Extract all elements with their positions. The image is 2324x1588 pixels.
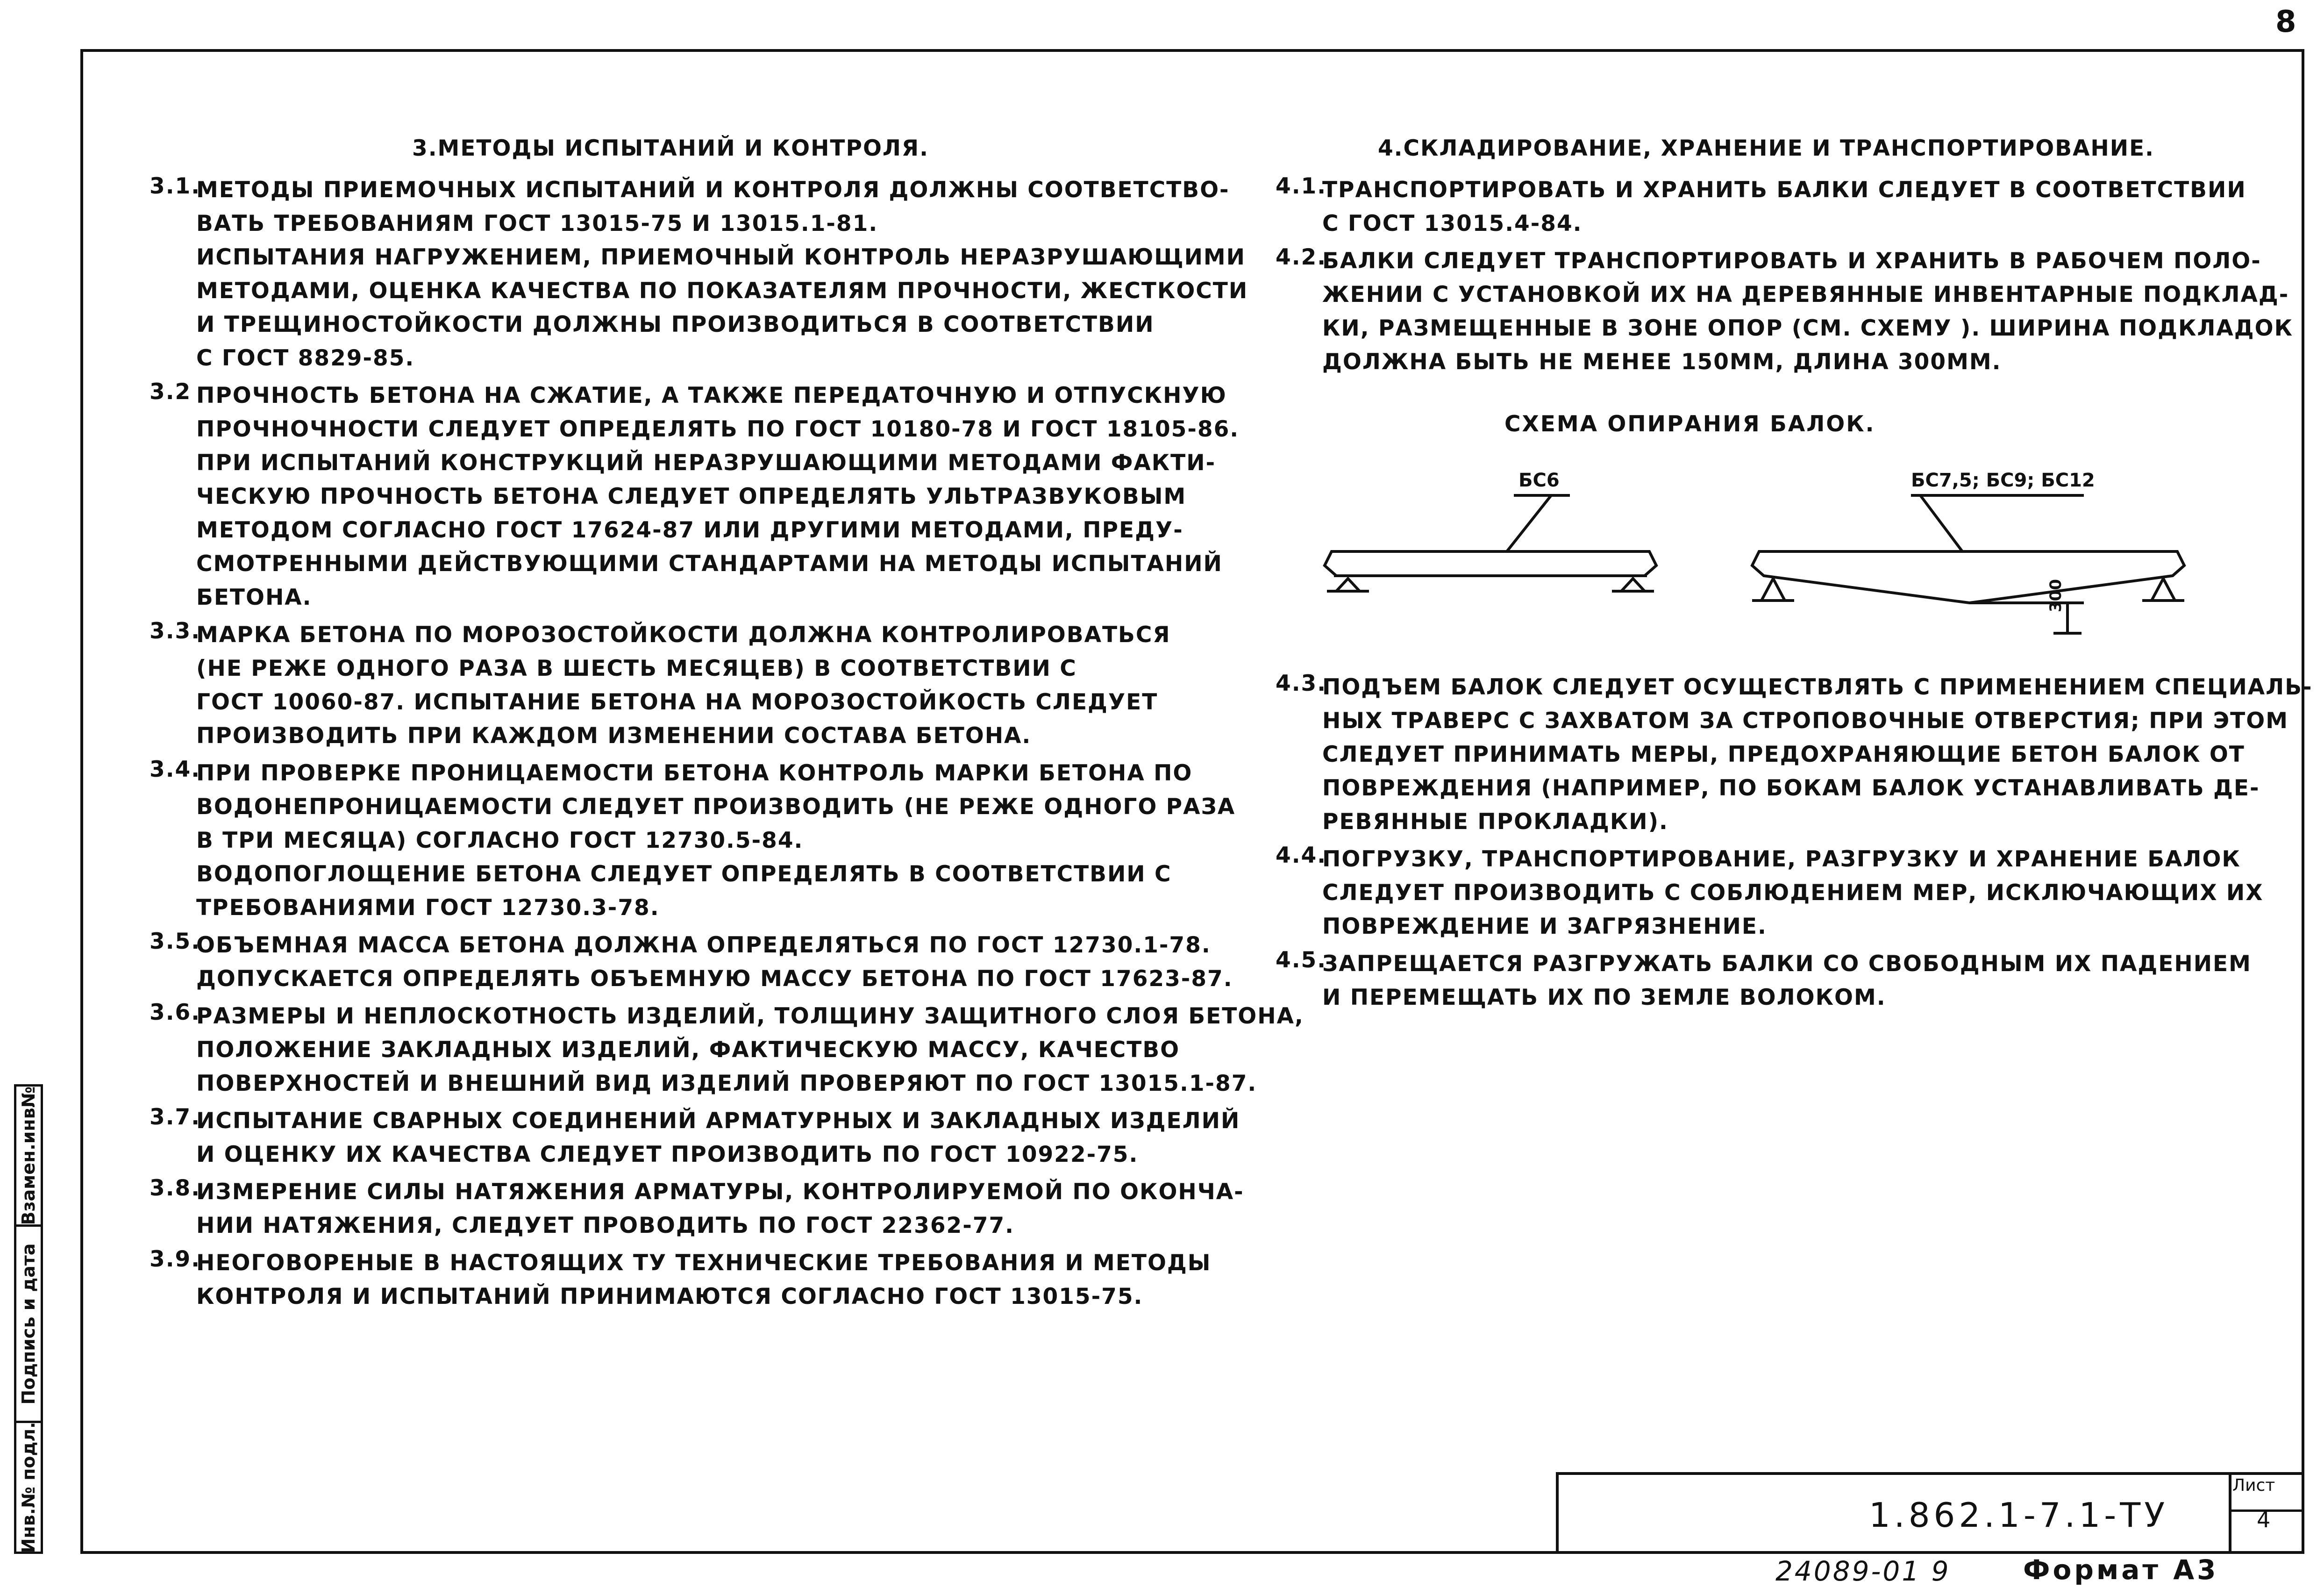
- clause-text: [196, 1000, 1304, 1101]
- clause-number: 4.5.: [1276, 947, 1327, 973]
- clause-number: 3.3.: [150, 618, 201, 644]
- side-stamp-replacement: [16, 1087, 41, 1227]
- clause-line: ПОДЪЕМ БАЛОК СЛЕДУЕТ ОСУЩЕСТВЛЯТЬ С ПРИМЕНЕНИЕМ СПЕЦИАЛЬ-: [1322, 674, 2313, 700]
- clause-line: ЖЕНИИ С УСТАНОВКОЙ ИХ НА ДЕРЕВЯННЫЕ ИНВЕНТАРНЫЕ ПОДКЛАД-: [1322, 282, 2289, 308]
- clause-line: ДОЛЖНА БЫТЬ НЕ МЕНЕЕ 150ММ, ДЛИНА 300ММ.: [1322, 349, 2002, 375]
- clause-text: [1322, 843, 2263, 944]
- side-stamp-inventory-label: Инв.№ подл.: [18, 1422, 39, 1553]
- clause-text: [1322, 947, 2257, 1015]
- section-4-lower: [1276, 671, 2313, 1018]
- clause-number: 4.2.: [1276, 244, 1327, 270]
- scheme-title: СХЕМА ОПИРАНИЯ БАЛОК.: [1504, 411, 1875, 437]
- clause-line: ПРОЧНОСТЬ БЕТОНА НА СЖАТИЕ, А ТАКЖЕ ПЕРЕДАТОЧНУЮ И ОТПУСКНУЮ: [196, 383, 1227, 408]
- clause: [150, 1104, 1240, 1172]
- clause: [150, 173, 1248, 375]
- clause-line: НИИ НАТЯЖЕНИЯ, СЛЕДУЕТ ПРОВОДИТЬ ПО ГОСТ 22362-77.: [196, 1213, 1015, 1238]
- clause: [150, 1175, 1244, 1243]
- clause-text: [1322, 244, 2293, 379]
- clause-line: ПРИ ИСПЫТАНИЙ КОНСТРУКЦИЙ НЕРАЗРУШАЮЩИМИ МЕТОДАМИ ФАКТИ-: [196, 450, 1216, 476]
- document-code: 1.862.1-7.1-ТУ: [1869, 1495, 2169, 1535]
- archive-code: 24089-01 9: [1775, 1555, 1951, 1587]
- clause-number: 3.6.: [150, 1000, 201, 1025]
- clause-line: ОБЪЕМНАЯ МАССА БЕТОНА ДОЛЖНА ОПРЕДЕЛЯТЬСЯ ПО ГОСТ 12730.1-78.: [196, 932, 1211, 958]
- sheet-number: 4: [2257, 1507, 2271, 1532]
- section-3-title: 3.МЕТОДЫ ИСПЫТАНИЙ И КОНТРОЛЯ.: [412, 136, 929, 161]
- clause-line: И ОЦЕНКУ ИХ КАЧЕСТВА СЛЕДУЕТ ПРОИЗВОДИТЬ ПО ГОСТ 10922-75.: [196, 1142, 1139, 1167]
- clause-number: 3.2: [150, 379, 192, 405]
- clause-number: 3.9.: [150, 1246, 201, 1272]
- clause-line: БАЛКИ СЛЕДУЕТ ТРАНСПОРТИРОВАТЬ И ХРАНИТЬ В РАБОЧЕМ ПОЛО-: [1322, 248, 2261, 274]
- clause-line: ПРОИЗВОДИТЬ ПРИ КАЖДОМ ИЗМЕНЕНИИ СОСТАВА БЕТОНА.: [196, 723, 1032, 749]
- section-4-title: 4.СКЛАДИРОВАНИЕ, ХРАНЕНИЕ И ТРАНСПОРТИРОВАНИЕ.: [1377, 136, 2155, 161]
- clause: [150, 618, 1191, 753]
- clause-line: С ГОСТ 8829-85.: [196, 345, 415, 371]
- clause: [150, 1000, 1304, 1101]
- clause-line: ЗАПРЕЩАЕТСЯ РАЗГРУЖАТЬ БАЛКИ СО СВОБОДНЫМ ИХ ПАДЕНИЕМ: [1322, 951, 2252, 977]
- clause-line: СМОТРЕННЫМИ ДЕЙСТВУЮЩИМИ СТАНДАРТАМИ НА МЕТОДЫ ИСПЫТАНИЙ: [196, 551, 1223, 577]
- side-stamp-replacement-label: Взамен.инв№: [18, 1086, 39, 1225]
- clause-text: [196, 757, 1235, 925]
- clause-line: РАЗМЕРЫ И НЕПЛОСКОТНОСТЬ ИЗДЕЛИЙ, ТОЛЩИНУ ЗАЩИТНОГО СЛОЯ БЕТОНА,: [196, 1003, 1304, 1029]
- clause-number: 4.3.: [1276, 671, 1327, 696]
- scheme-label-bc6: БС6: [1518, 470, 1560, 491]
- clause-line: НЕОГОВОРЕНЫЕ В НАСТОЯЩИХ ТУ ТЕХНИЧЕСКИЕ ТРЕБОВАНИЯ И МЕТОДЫ: [196, 1250, 1212, 1276]
- clause-number: 3.5.: [150, 929, 201, 954]
- clause-number: 3.8.: [150, 1175, 201, 1201]
- side-stamp-signature: [16, 1227, 41, 1423]
- clause-line: СЛЕДУЕТ ПРОИЗВОДИТЬ С СОБЛЮДЕНИЕМ МЕР, ИСКЛЮЧАЮЩИХ ИХ: [1322, 880, 2264, 906]
- clause-line: ИСПЫТАНИЯ НАГРУЖЕНИЕМ, ПРИЕМОЧНЫЙ КОНТРОЛЬ НЕРАЗРУШАЮЩИМИ: [196, 244, 1246, 270]
- sheet-label: Лист: [2232, 1476, 2275, 1495]
- clause: [1276, 947, 2257, 1015]
- clause-line: МЕТОДОМ СОГЛАСНО ГОСТ 17624-87 ИЛИ ДРУГИМИ МЕТОДАМИ, ПРЕДУ-: [196, 517, 1183, 543]
- clause-number: 3.7.: [150, 1104, 201, 1130]
- clause-line: С ГОСТ 13015.4-84.: [1322, 211, 1583, 236]
- sheet-format: Формат А3: [2023, 1554, 2219, 1586]
- clause: [150, 757, 1236, 925]
- clause-line: ИСПЫТАНИЕ СВАРНЫХ СОЕДИНЕНИЙ АРМАТУРНЫХ И ЗАКЛАДНЫХ ИЗДЕЛИЙ: [196, 1108, 1240, 1134]
- clause-line: КОНТРОЛЯ И ИСПЫТАНИЙ ПРИНИМАЮТСЯ СОГЛАСНО ГОСТ 13015-75.: [196, 1284, 1143, 1309]
- clause-line: ПОЛОЖЕНИЕ ЗАКЛАДНЫХ ИЗДЕЛИЙ, ФАКТИЧЕСКУЮ МАССУ, КАЧЕСТВО: [196, 1037, 1180, 1063]
- side-stamp: [14, 1084, 43, 1554]
- clause-line: ТРЕБОВАНИЯМИ ГОСТ 12730.3-78.: [196, 895, 660, 921]
- clause-line: И ПЕРЕМЕЩАТЬ ИХ ПО ЗЕМЛЕ ВОЛОКОМ.: [1322, 985, 1886, 1010]
- clause-line: МЕТОДЫ ПРИЕМОЧНЫХ ИСПЫТАНИЙ И КОНТРОЛЯ ДОЛЖНЫ СООТВЕТСТВО-: [196, 177, 1230, 203]
- clause-line: НЫХ ТРАВЕРС С ЗАХВАТОМ ЗА СТРОПОВОЧНЫЕ ОТВЕРСТИЯ; ПРИ ЭТОМ: [1322, 708, 2288, 734]
- clause-line: ПОВРЕЖДЕНИЯ (НАПРИМЕР, ПО БОКАМ БАЛОК УСТАНАВЛИВАТЬ ДЕ-: [1322, 775, 2260, 801]
- clause-number: 4.1.: [1276, 173, 1327, 199]
- clause-line: ПРИ ПРОВЕРКЕ ПРОНИЦАЕМОСТИ БЕТОНА КОНТРОЛЬ МАРКИ БЕТОНА ПО: [196, 760, 1193, 786]
- clause: [150, 929, 1233, 996]
- side-stamp-signature-label: Подпись и дата: [18, 1243, 39, 1405]
- clause-line: И ТРЕЩИНОСТОЙКОСТИ ДОЛЖНЫ ПРОИЗВОДИТЬСЯ В СООТВЕТСТВИИ: [196, 312, 1155, 337]
- clause-text: [196, 929, 1233, 996]
- section-4: [1276, 136, 2294, 383]
- clause: [1276, 173, 2257, 241]
- clause-line: ВОДОНЕПРОНИЦАЕМОСТИ СЛЕДУЕТ ПРОИЗВОДИТЬ (НЕ РЕЖЕ ОДНОГО РАЗА: [196, 794, 1236, 820]
- clause: [1276, 843, 2264, 944]
- clause-line: БЕТОНА.: [196, 585, 312, 610]
- clause-line: СЛЕДУЕТ ПРИНИМАТЬ МЕРЫ, ПРЕДОХРАНЯЮЩИЕ БЕТОН БАЛОК ОТ: [1322, 742, 2245, 767]
- clause-text: [196, 1175, 1244, 1243]
- clause-line: ТРАНСПОРТИРОВАТЬ И ХРАНИТЬ БАЛКИ СЛЕДУЕТ В СООТВЕТСТВИИ: [1322, 177, 2246, 203]
- clause-line: КИ, РАЗМЕЩЕННЫЕ В ЗОНЕ ОПОР (СМ. СХЕМУ ). ШИРИНА ПОДКЛАДОК: [1322, 315, 2294, 341]
- section-4-items-bottom: [1276, 671, 2313, 1015]
- clause-text: [196, 1104, 1240, 1172]
- clause-text: [1322, 671, 2313, 839]
- clause: [150, 379, 1240, 615]
- clause-line: ПРОЧНОЧНОСТИ СЛЕДУЕТ ОПРЕДЕЛЯТЬ ПО ГОСТ 10180-78 И ГОСТ 18105-86.: [196, 416, 1240, 442]
- clause-line: ВОДОПОГЛОЩЕНИЕ БЕТОНА СЛЕДУЕТ ОПРЕДЕЛЯТЬ В СООТВЕТСТВИИ С: [196, 861, 1172, 887]
- clause-line: ПОВРЕЖДЕНИЕ И ЗАГРЯЗНЕНИЕ.: [1322, 914, 1767, 939]
- side-stamp-inventory: [16, 1423, 41, 1552]
- clause-line: ПОВЕРХНОСТЕЙ И ВНЕШНИЙ ВИД ИЗДЕЛИЙ ПРОВЕРЯЮТ ПО ГОСТ 13015.1-87.: [196, 1071, 1257, 1096]
- clause-number: 3.4.: [150, 757, 201, 782]
- clause-text: [196, 1246, 1211, 1314]
- clause-line: ВАТЬ ТРЕБОВАНИЯМ ГОСТ 13015-75 И 13015.1-81.: [196, 211, 878, 236]
- clause-line: ЧЕСКУЮ ПРОЧНОСТЬ БЕТОНА СЛЕДУЕТ ОПРЕДЕЛЯТЬ УЛЬТРАЗВУКОВЫМ: [196, 484, 1187, 509]
- clause: [1276, 244, 2294, 379]
- section-4-items-top: [1276, 173, 2294, 379]
- clause-line: ИЗМЕРЕНИЕ СИЛЫ НАТЯЖЕНИЯ АРМАТУРЫ, КОНТРОЛИРУЕМОЙ ПО ОКОНЧА-: [196, 1179, 1244, 1205]
- clause-line: РЕВЯННЫЕ ПРОКЛАДКИ).: [1322, 809, 1668, 835]
- clause-line: ГОСТ 10060-87. ИСПЫТАНИЕ БЕТОНА НА МОРОЗОСТОЙКОСТЬ СЛЕДУЕТ: [196, 689, 1158, 715]
- clause: [150, 1246, 1212, 1314]
- clause-line: МЕТОДАМИ, ОЦЕНКА КАЧЕСТВА ПО ПОКАЗАТЕЛЯМ ПРОЧНОСТИ, ЖЕСТКОСТИ: [196, 278, 1248, 304]
- clause-line: МАРКА БЕТОНА ПО МОРОЗОСТОЙКОСТИ ДОЛЖНА КОНТРОЛИРОВАТЬСЯ: [196, 622, 1171, 648]
- page-number: 8: [2275, 5, 2296, 39]
- clause-text: [196, 618, 1191, 753]
- clause-number: 3.1.: [150, 173, 201, 199]
- clause-line: (НЕ РЕЖЕ ОДНОГО РАЗА В ШЕСТЬ МЕСЯЦЕВ) В СООТВЕТСТВИИ С: [196, 656, 1077, 681]
- clause: [1276, 671, 2313, 839]
- clause-line: ДОПУСКАЕТСЯ ОПРЕДЕЛЯТЬ ОБЪЕМНУЮ МАССУ БЕТОНА ПО ГОСТ 17623-87.: [196, 966, 1233, 992]
- scheme-dimension: 300: [2046, 579, 2065, 612]
- clause-line: В ТРИ МЕСЯЦА) СОГЛАСНО ГОСТ 12730.5-84.: [196, 828, 804, 853]
- clause-text: [196, 379, 1239, 615]
- clause-number: 4.4.: [1276, 843, 1327, 868]
- scheme-label-bc75-bc9-bc12: БС7,5; БС9; БС12: [1911, 470, 2095, 491]
- clause-line: ПОГРУЗКУ, ТРАНСПОРТИРОВАНИЕ, РАЗГРУЗКУ И ХРАНЕНИЕ БАЛОК: [1322, 846, 2241, 872]
- clause-text: [196, 173, 1248, 375]
- clause-text: [1322, 173, 2257, 241]
